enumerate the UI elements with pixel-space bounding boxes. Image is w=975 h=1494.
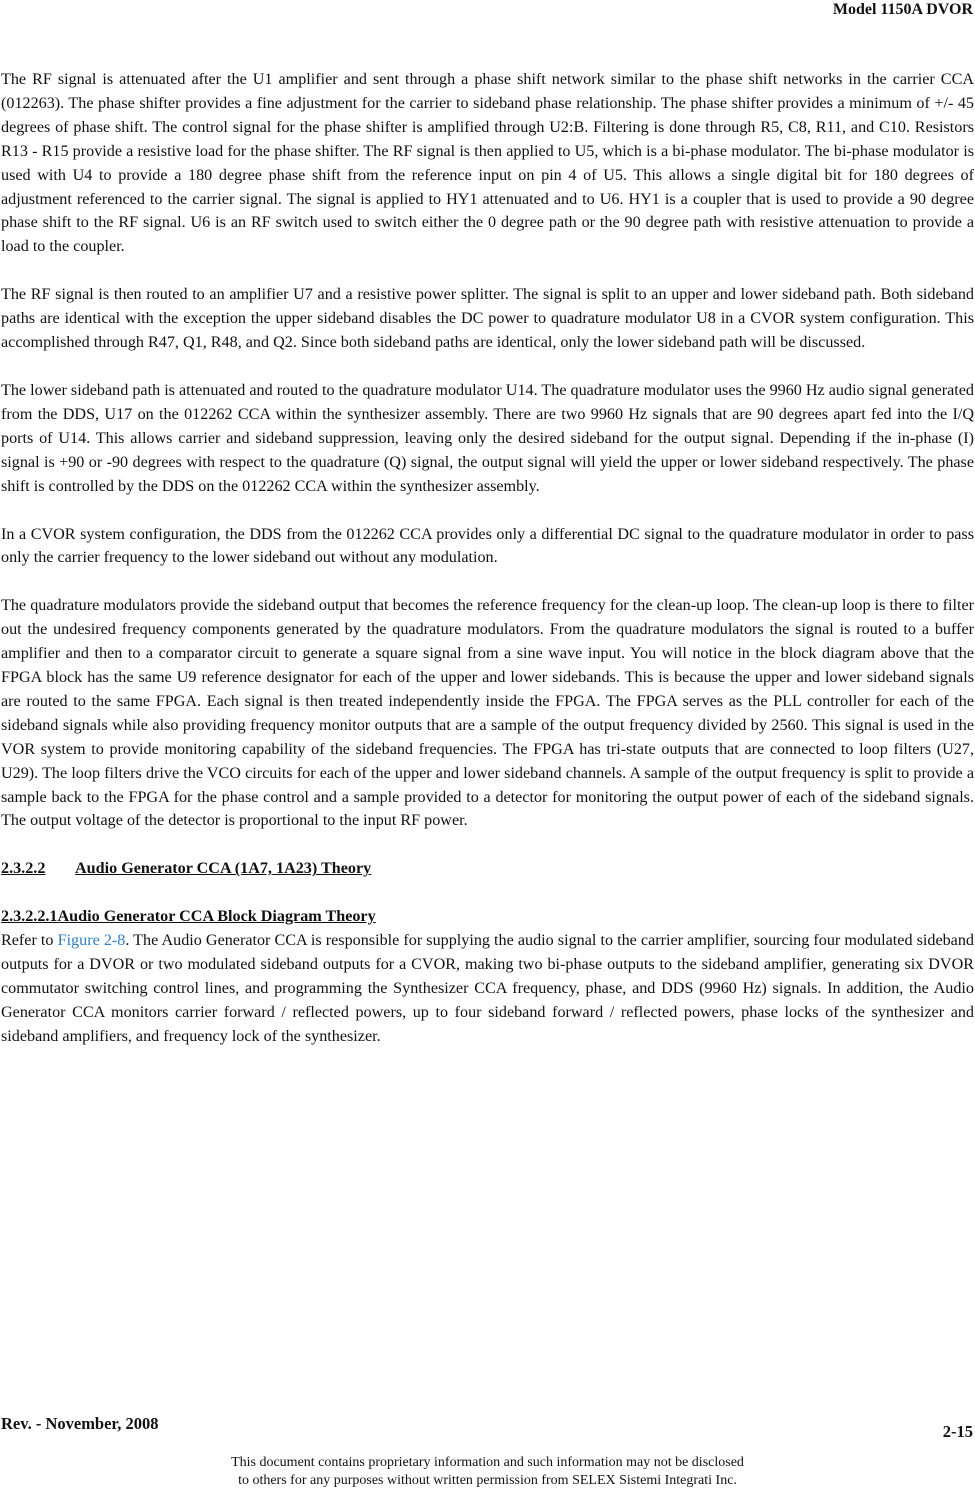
subsection-heading: 2.3.2.2.1Audio Generator CCA Block Diagram Theory — [1, 908, 376, 926]
paragraph-clean-up-loop: The quadrature modulators provide the sideband output that becomes the reference frequency for the clean-up loop. The clean-up loop is there to filter out the undesired frequency components generated by the quadrature modulators. From the quadrature modulators the signal is routed to a buffer amplifier and then to a comparator circuit to generate a square signal from a sine wave input. You will notice in the block diagram above that the FPGA block has the same U9 reference designator for each of the upper and lower sidebands. This is because the upper and lower sideband signals are routed to the same FPGA. Each signal is then treated independently inside the FPGA. The FPGA serves as the PLL controller for each of the sideband signals while also providing frequency monitor outputs that are a sample of the output frequency divided by 2560. This signal is used in the VOR system to provide monitoring capability of the sideband frequencies. The FPGA has tri-state outputs that are connected to loop filters (U27, U29). The loop filters drive the VCO circuits for each of the upper and lower sideband channels. A sample of the output frequency is split to provide a sample back to the FPGA for the phase control and a sample provided to a detector for monitoring the output power of each of the sideband signals. The output voltage of the detector is proportional to the input RF power. — [1, 597, 974, 830]
paragraph-phase-shifter: The RF signal is attenuated after the U1 amplifier and sent through a phase shift network similar to the phase shift networks in the carrier CCA (012263). The phase shifter provides a fine adjustment for the carrier to sideband phase relationship. The phase shifter provides a minimum of +/- 45 degrees of phase shift. The control signal for the phase shifter is amplified through U2:B. Filtering is done through R5, C8, R11, and C10. Resistors R13 - R15 provide a resistive load for the phase shifter. The RF signal is then applied to U5, which is a bi-phase modulator. The bi-phase modulator is used with U4 to provide a 180 degree phase shift from the reference input on pin 4 of U5. This allows a single digital bit for 180 degrees of adjustment referenced to the carrier signal. The signal is applied to HY1 attenuated and to U6. HY1 is a coupler that is used to provide a 90 degree phase shift to the RF signal. U6 is an RF switch used to switch either the 0 degree path or the 90 degree path with resistive attenuation to provide a load to the coupler. — [1, 71, 974, 256]
audio-generator-body: . The Audio Generator CCA is responsible for supplying the audio signal to the carrier amplifier, sourcing four modulated sideband outputs for a DVOR or two modulated sideband outputs for a CVOR, making two bi-phase outputs to the sideband amplifier, generating six DVOR commutator switching control lines, and programming the Synthesizer CCA frequency, phase, and DDS (9960 Hz) signals. In addition, the Audio Generator CCA monitors carrier forward / reflected powers, up to four sideband forward / reflected powers, phase locks of the synthesizer and sideband amplifiers, and frequency lock of the synthesizer. — [1, 932, 974, 1045]
figure-link[interactable]: Figure 2-8 — [57, 932, 126, 950]
paragraph-power-splitter: The RF signal is then routed to an amplifier U7 and a resistive power splitter. The signal is split to an upper and lower sideband path. Both sideband paths are identical with the exception the upper sideband disables the DC power to quadrature modulator U8 in a CVOR system configuration. This accomplished through R47, Q1, R48, and Q2. Since both sideband paths are identical, only the lower sideband path will be discussed. — [1, 286, 974, 352]
page-number: 2-15 — [942, 1422, 973, 1441]
section-number: 2.3.2.2 — [1, 860, 46, 878]
revision-date: Rev. - November, 2008 — [1, 1414, 159, 1433]
proprietary-notice-line-2: to others for any purposes without written permission from SELEX Sistemi Integrati Inc. — [238, 1473, 737, 1488]
paragraph-audio-generator — [1, 929, 974, 1049]
proprietary-notice-line-1: This document contains proprietary information and such information may not be disclosed — [231, 1455, 744, 1470]
section-title: Audio Generator CCA (1A7, 1A23) Theory — [75, 860, 372, 878]
body-content — [1, 68, 974, 1049]
paragraph-cvor-configuration: In a CVOR system configuration, the DDS from the 012262 CCA provides only a differential DC signal to the quadrature modulator in order to pass only the carrier frequency to the lower sideband out without any modulation. — [1, 525, 974, 567]
section-heading — [1, 857, 974, 881]
proprietary-notice — [0, 1454, 975, 1490]
refer-prefix: Refer to — [1, 932, 58, 950]
paragraph-quadrature-modulator: The lower sideband path is attenuated and routed to the quadrature modulator U14. The quadrature modulator uses the 9960 Hz audio signal generated from the DDS, U17 on the 012262 CCA within the synthesizer assembly. There are two 9960 Hz signals that are 90 degrees apart fed into the I/Q ports of U14. This allows carrier and sideband suppression, leaving only the desired sideband for the output signal. Depending if the in-phase (I) signal is +90 or -90 degrees with respect to the quadrature (Q) signal, the output signal will yield the upper or lower sideband respectively. The phase shift is controlled by the DDS on the 012262 CCA within the synthesizer assembly. — [1, 381, 974, 495]
document-header-title: Model 1150A DVOR — [832, 1, 973, 18]
